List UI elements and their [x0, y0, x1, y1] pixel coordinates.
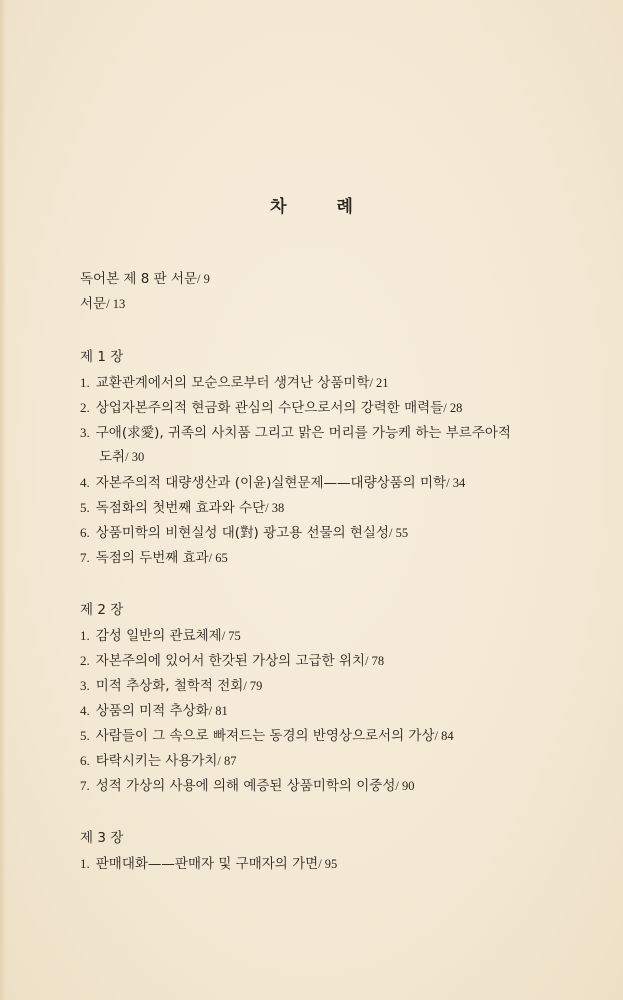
toc-item-page: / 9: [197, 272, 210, 286]
toc-item-text: 타락시키는 사용가치: [95, 753, 218, 769]
chapter-heading: 제 2 장: [80, 602, 124, 618]
toc-item-text: 판매대화——판매자 및 구매자의 가면: [95, 856, 319, 872]
toc-item: [80, 698, 550, 723]
toc-item: [80, 520, 550, 545]
toc-item-number: 2.: [80, 653, 90, 668]
toc-item: [80, 851, 550, 876]
toc-item-text: 도취: [99, 449, 126, 465]
toc-item-number: 1.: [80, 856, 90, 871]
toc-item-page: / 38: [265, 501, 285, 515]
toc-item-text: 서문: [80, 296, 107, 312]
toc-item-text: 사람들이 그 속으로 빠져드는 동경의 반영상으로서의 가상: [95, 728, 435, 744]
toc-item-text: 구애(求愛), 귀족의 사치품 그리고 맑은 머리를 가능케 하는 부르주아적: [95, 425, 511, 441]
toc-item: [80, 623, 550, 648]
page-edge-shadow: [0, 0, 6, 1000]
toc-item-page: / 75: [221, 629, 241, 643]
toc-item-text: 감성 일반의 관료체제: [95, 628, 222, 644]
toc-item-number: 5.: [80, 500, 90, 515]
toc-item-number: 7.: [80, 550, 90, 565]
toc-item-page: / 34: [446, 476, 466, 490]
toc-item-page: / 90: [395, 779, 415, 793]
page-title: 차 례: [270, 197, 375, 217]
toc-item-page: / 21: [369, 376, 389, 390]
toc-item-number: 3.: [80, 425, 90, 440]
toc-item-number: 4.: [80, 703, 90, 718]
toc-item-page: / 55: [389, 526, 409, 540]
toc-item-page: / 65: [208, 551, 228, 565]
toc-item: [80, 673, 550, 698]
chapter-heading: 제 3 장: [80, 830, 124, 846]
toc-item: [80, 470, 550, 495]
toc-item-number: 4.: [80, 475, 90, 490]
toc-item-text: 자본주의적 대량생산과 (이윤)실현문제——대량상품의 미학: [95, 475, 447, 491]
toc-item-text: 미적 추상화, 철학적 전회: [95, 678, 244, 694]
toc-item-page: / 28: [443, 401, 463, 415]
toc-item-text: 교환관계에서의 모순으로부터 생겨난 상품미학: [95, 375, 370, 391]
toc-item-page: / 79: [243, 679, 263, 693]
toc-item: [80, 370, 550, 395]
toc-item-page: / 30: [125, 450, 145, 464]
toc-item-text: 상품미학의 비현실성 대(對) 광고용 선물의 현실성: [95, 525, 390, 541]
toc-item: [80, 773, 550, 798]
toc-item-number: 6.: [80, 525, 90, 540]
toc-item-text: 독점의 두번째 효과: [95, 550, 209, 566]
table-of-contents: [80, 267, 550, 876]
toc-item: [80, 420, 550, 445]
toc-item: [80, 545, 550, 570]
toc-item-number: 5.: [80, 728, 90, 743]
toc-item: [80, 748, 550, 773]
toc-item-number: 1.: [80, 628, 90, 643]
toc-item-text: 성적 가상의 사용에 의해 예증된 상품미학의 이중성: [95, 778, 396, 794]
toc-item-page: / 95: [318, 857, 338, 871]
toc-item-page: / 81: [208, 704, 228, 718]
toc-item-page: / 84: [434, 729, 454, 743]
chapter-heading: 제 1 장: [80, 349, 124, 365]
toc-front-item: [80, 267, 550, 292]
toc-item-text: 독어본 제 8 판 서문: [80, 271, 198, 287]
toc-item-text: 독점화의 첫번째 효과와 수단: [95, 500, 266, 516]
toc-item-text: 자본주의에 있어서 한갓된 가상의 고급한 위치: [95, 653, 365, 669]
toc-item-text: 상품의 미적 추상화: [95, 703, 209, 719]
toc-item-page: / 78: [365, 654, 385, 668]
toc-item: [80, 495, 550, 520]
toc-item-number: 3.: [80, 678, 90, 693]
toc-front-item: [80, 292, 550, 317]
toc-item-number: 6.: [80, 753, 90, 768]
toc-item-number: 2.: [80, 400, 90, 415]
toc-item-continuation: [80, 445, 550, 470]
toc-item-number: 7.: [80, 778, 90, 793]
toc-item: [80, 395, 550, 420]
toc-item: [80, 648, 550, 673]
toc-item-number: 1.: [80, 375, 90, 390]
toc-item-page: / 87: [217, 754, 237, 768]
toc-item: [80, 723, 550, 748]
toc-item-text: 상업자본주의적 현금화 관심의 수단으로서의 강력한 매력들: [95, 400, 444, 416]
toc-item-page: / 13: [106, 297, 126, 311]
